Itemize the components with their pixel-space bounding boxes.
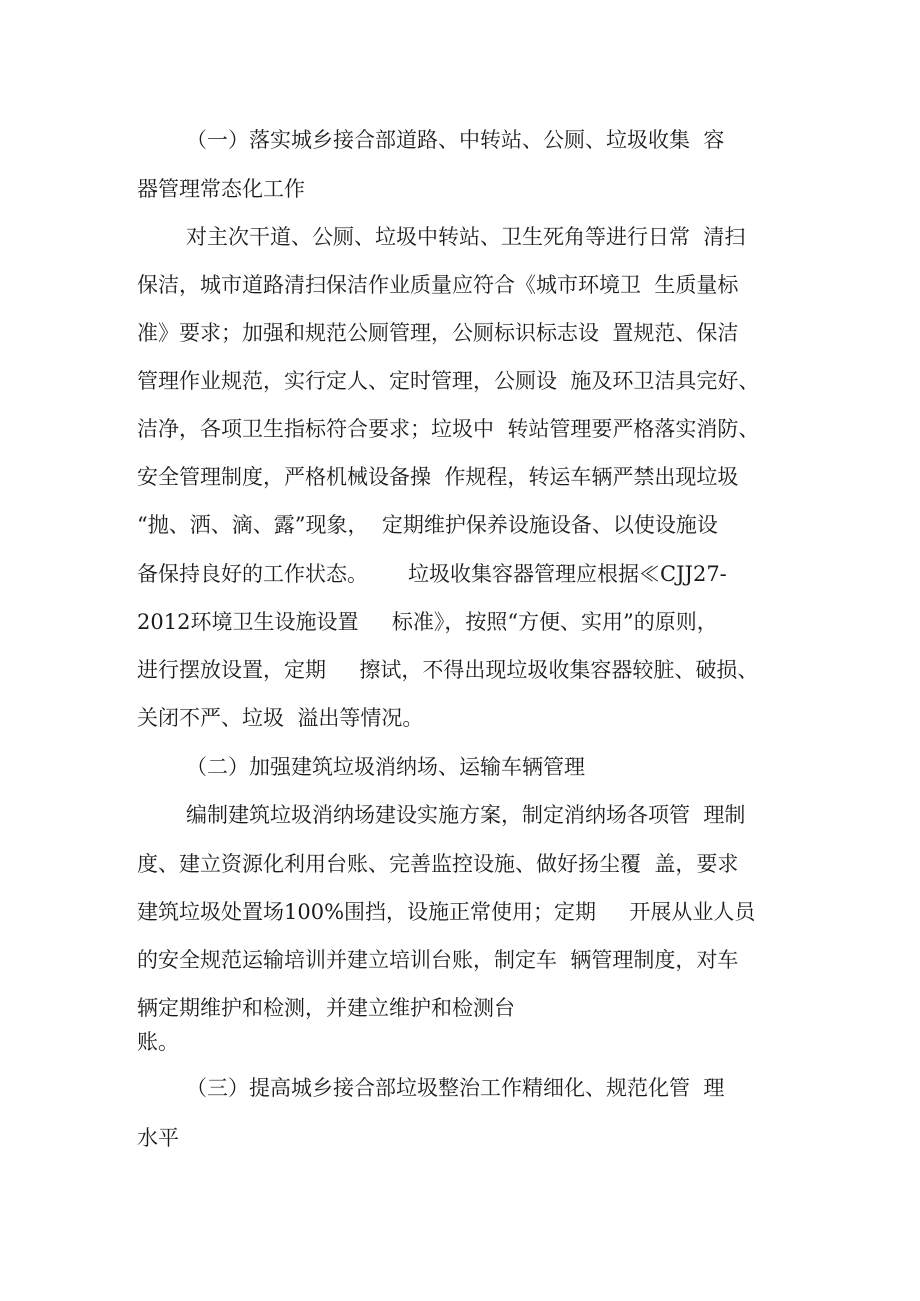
section-1-body-line-7: “抛、洒、滴、露”现象， 定期维护保养设施设备、以使设施设 [137,513,718,537]
section-1-body-line-6: 安全管理制度，严格机械设备操 作规程，转运车辆严禁出现垃圾 [137,465,739,489]
section-2-heading-line-1: （二）加强建筑垃圾消纳场、运输车辆管理 [186,755,585,779]
section-1-body-line-5: 洁净，各项卫生指标符合要求；垃圾中 转站管理要严格落实消防、 [137,417,760,441]
section-2-body-line-4: 的安全规范运输培训并建立培训台账，制定车 辆管理制度，对车 [137,948,739,972]
section-1-body-line-1: 对主次干道、公厕、垃圾中转站、卫生死角等进行日常 清扫 [186,225,746,249]
section-1-body-line-11: 关闭不严、垃圾 溢出等情况。 [137,706,424,730]
section-2-body-line-6: 账。 [137,1030,179,1054]
section-3-heading-line-2: 水平 [137,1126,179,1150]
section-2-body-line-2: 度、建立资源化利用台账、完善监控设施、做好扬尘覆 盖，要求 [137,852,739,876]
section-2-body-line-5: 辆定期维护和检测，并建立维护和检测台 [137,996,515,1020]
section-2-body-line-1: 编制建筑垃圾消纳场建设实施方案，制定消纳场各项管 理制 [186,803,746,827]
section-3-heading-line-1: （三）提高城乡接合部垃圾整治工作精细化、规范化管 理 [186,1076,725,1100]
section-1-body-line-2: 保洁，城市道路清扫保洁作业质量应符合《城市环境卫 生质量标 [137,273,739,297]
section-1-body-line-3: 准》要求；加强和规范公厕管理，公厕标识标志设 置规范、保洁 [137,321,739,345]
section-1-heading-line-2: 器管理常态化工作 [137,177,305,201]
section-1-body-line-10: 进行摆放设置，定期 擦试，不得出现垃圾收集容器较脏、破损、 [137,658,759,682]
section-1-body-line-8: 备保持良好的工作状态。 垃圾收集容器管理应根据≪CJJ27- [137,562,727,586]
section-1-body-line-4: 管理作业规范，实行定人、定时管理，公厕设 施及环卫洁具完好、 [137,369,760,393]
section-1-body-line-9: 2012环境卫生设施设置 标准》，按照“方便、实用”的原则， [137,610,718,634]
section-2-body-line-3: 建筑垃圾处置场100%围挡，设施正常使用；定期 开展从业人员 [137,900,756,924]
section-1-heading-line-1: （一）落实城乡接合部道路、中转站、公厕、垃圾收集 容 [186,128,725,152]
